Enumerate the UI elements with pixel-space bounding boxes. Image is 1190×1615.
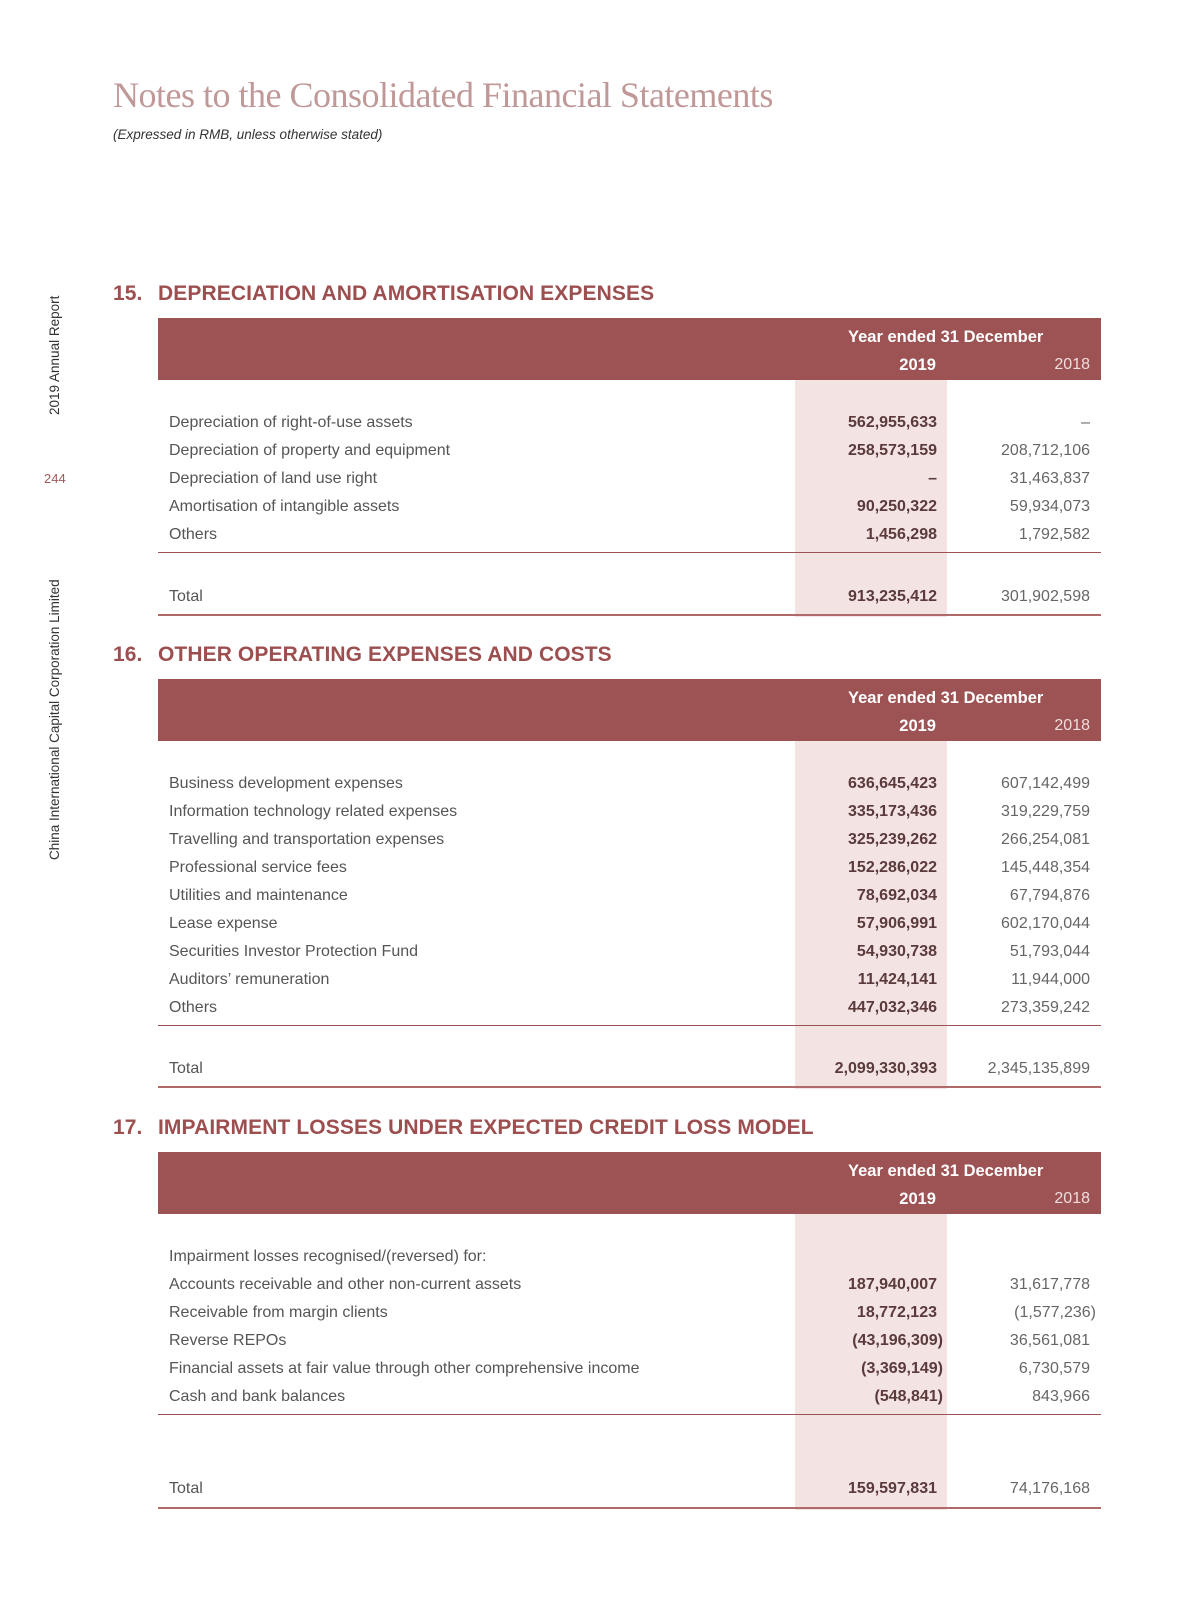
total-label: Total [169,1480,203,1497]
row-label: Professional service fees [169,859,347,876]
row-label: Reverse REPOs [169,1332,287,1349]
value-2019: 18,772,123 [856,1304,937,1321]
total-2018: 301,902,598 [1001,588,1090,605]
value-2018: 11,944,000 [1011,971,1090,988]
section-title: OTHER OPERATING EXPENSES AND COSTS [158,643,612,666]
row-label: Securities Investor Protection Fund [169,943,419,960]
total-row [158,1476,1101,1504]
row-label: Auditors’ remuneration [169,971,330,988]
section-number: 15. [113,282,143,305]
header-2018: 2018 [1054,1190,1090,1207]
depreciation-table [158,318,1101,618]
total-rule [158,1086,1101,1088]
value-2018: 145,448,354 [1001,859,1090,876]
value-2019: 258,573,159 [848,442,937,459]
value-2018: (1,577,236) [1014,1304,1096,1321]
value-2018: 67,794,876 [1009,887,1090,904]
total-2019: 913,235,412 [848,588,937,605]
page-number: 244 [44,471,66,486]
table-row [158,466,1101,494]
total-label: Total [169,1060,203,1077]
section-16 [113,643,1101,1093]
value-2019: 562,955,633 [848,414,937,431]
row-label: Cash and bank balances [169,1388,346,1405]
value-2018: 602,170,044 [1001,915,1090,932]
table-row [158,771,1101,799]
table-row [158,911,1101,939]
value-2019: 54,930,738 [856,943,937,960]
value-2019: 152,286,022 [848,859,937,876]
row-label: Accounts receivable and other non-current assets [169,1276,522,1293]
value-2019: 1,456,298 [865,526,937,543]
subtotal-rule [158,1025,1101,1026]
table-row [158,799,1101,827]
value-2018: 1,792,582 [1018,526,1090,543]
operating-expenses-table [158,679,1101,1089]
table-row [158,1272,1101,1300]
value-2019: 11,424,141 [857,971,937,988]
value-2019: 90,250,322 [856,498,937,515]
value-2018: 51,793,044 [1009,943,1090,960]
row-label: Information technology related expenses [169,803,458,820]
row-label: Depreciation of land use right [169,470,378,487]
value-2018: 843,966 [1032,1388,1090,1405]
section-17 [113,1116,1101,1516]
row-label: Financial assets at fair value through other comprehensive income [169,1360,640,1377]
value-2018: 607,142,499 [1001,775,1090,792]
value-2019: 187,940,007 [848,1276,937,1293]
total-rule [158,1507,1101,1509]
section-title: DEPRECIATION AND AMORTISATION EXPENSES [158,282,655,305]
value-2019: 636,645,423 [848,775,937,792]
section-heading [113,282,1101,306]
table-row [158,410,1101,438]
value-2018: 36,561,081 [1009,1332,1090,1349]
row-label: Depreciation of right-of-use assets [169,414,413,431]
table-intro-row [158,1244,1101,1272]
row-label: Depreciation of property and equipment [169,442,451,459]
value-2018: 266,254,081 [1001,831,1090,848]
subtotal-rule [158,1414,1101,1415]
value-2019: 447,032,346 [848,999,937,1016]
value-2019: (43,196,309) [852,1332,943,1349]
header-2019: 2019 [899,356,936,374]
section-title: IMPAIRMENT LOSSES UNDER EXPECTED CREDIT LOSS MODEL [158,1116,814,1139]
total-2019: 2,099,330,393 [834,1060,937,1077]
value-2019: (548,841) [874,1388,943,1405]
row-label: Receivable from margin clients [169,1304,388,1321]
value-2019: 78,692,034 [856,887,937,904]
table-row [158,883,1101,911]
value-2018: 273,359,242 [1001,999,1090,1016]
row-label: Utilities and maintenance [169,887,348,904]
total-row [158,1056,1101,1084]
table-row [158,438,1101,466]
section-15 [113,282,1101,622]
table-header [158,679,1101,741]
header-2019: 2019 [899,717,936,735]
page-title: Notes to the Consolidated Financial Statements [113,75,773,115]
intro-label: Impairment losses recognised/(reversed) for: [169,1248,487,1265]
value-2019: 335,173,436 [848,803,937,820]
page-subtitle: (Expressed in RMB, unless otherwise stated) [113,127,383,142]
table-row [158,827,1101,855]
header-period: Year ended 31 December [848,689,1044,707]
row-label: Others [169,999,218,1016]
impairment-table [158,1152,1101,1512]
header-2019: 2019 [899,1190,936,1208]
value-2018: 319,229,759 [1001,803,1090,820]
total-row [158,584,1101,612]
table-row [158,1384,1101,1412]
value-2018: 59,934,073 [1009,498,1090,515]
table-row [158,522,1101,550]
side-report-label: 2019 Annual Report [47,295,62,415]
header-2018: 2018 [1054,356,1090,373]
header-period: Year ended 31 December [848,328,1044,346]
section-heading [113,1116,1101,1140]
total-2018: 74,176,168 [1009,1480,1090,1497]
table-row [158,995,1101,1023]
value-2018: 6,730,579 [1018,1360,1090,1377]
value-2018: – [1081,414,1090,431]
table-header [158,318,1101,380]
table-row [158,855,1101,883]
value-2019: 57,906,991 [856,915,937,932]
table-row [158,1300,1101,1328]
header-2018: 2018 [1054,717,1090,734]
section-number: 16. [113,643,143,666]
table-row [158,1328,1101,1356]
value-2019: – [928,470,937,487]
total-rule [158,614,1101,616]
row-label: Lease expense [169,915,278,932]
total-2019: 159,597,831 [848,1480,937,1497]
value-2019: (3,369,149) [861,1360,943,1377]
row-label: Travelling and transportation expenses [169,831,445,848]
value-2018: 208,712,106 [1001,442,1090,459]
row-label: Business development expenses [169,775,403,792]
table-row [158,494,1101,522]
header-period: Year ended 31 December [848,1162,1044,1180]
value-2018: 31,617,778 [1009,1276,1090,1293]
row-label: Amortisation of intangible assets [169,498,400,515]
total-2018: 2,345,135,899 [987,1060,1090,1077]
table-header [158,1152,1101,1214]
total-label: Total [169,588,203,605]
section-number: 17. [113,1116,143,1139]
table-row [158,939,1101,967]
side-company-label: China International Capital Corporation Limited [47,579,62,860]
subtotal-rule [158,552,1101,553]
section-heading [113,643,1101,667]
value-2019: 325,239,262 [848,831,937,848]
table-row [158,1356,1101,1384]
table-row [158,967,1101,995]
row-label: Others [169,526,218,543]
value-2018: 31,463,837 [1009,470,1090,487]
